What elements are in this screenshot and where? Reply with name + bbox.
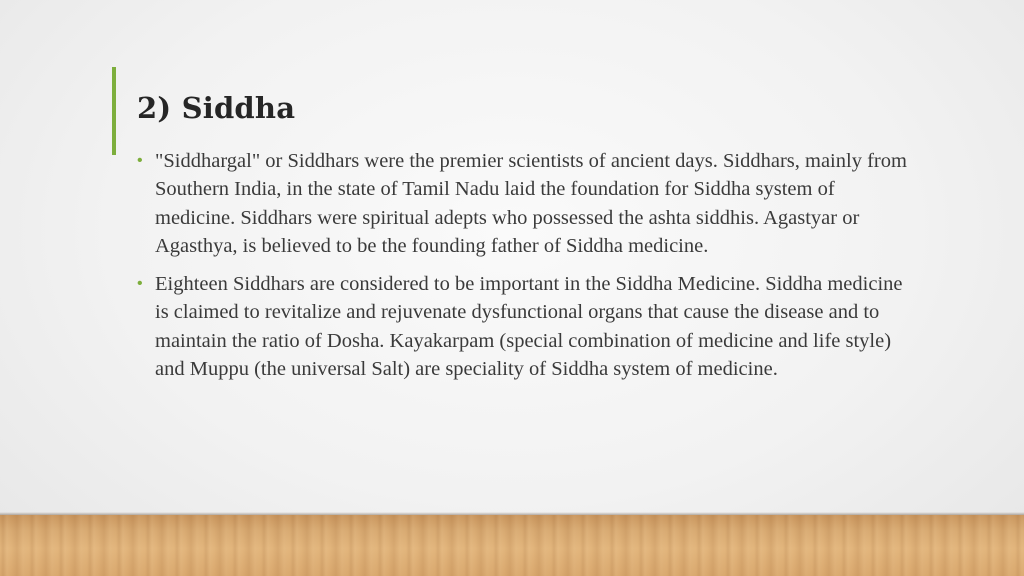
title-accent-bar <box>112 67 116 155</box>
bullet-dot-icon: • <box>137 152 143 169</box>
bullet-list <box>137 147 912 393</box>
bullet-item <box>137 147 912 260</box>
bullet-text: "Siddhargal" or Siddhars were the premier scientists of ancient days. Siddhars, mainly from Southern India, in the state of Tamil Nadu laid the foundation for Siddha system of medicine. Siddhars were spiritual adepts who possessed the ashta siddhis. Agastyar or Agasthya, is believed to be the founding father of Siddha medicine. <box>155 150 907 257</box>
bullet-dot-icon: • <box>137 275 143 293</box>
bullet-text: Eighteen Siddhars are considered to be important in the Siddha Medicine. Siddha medicine is claimed to revitalize and rejuvenate dysfunctional organs that cause the disease and to maintain the ratio of Dosha. Kayakarpam (special combination of medicine and life style) and Muppu (the universal Salt) are speciality of Siddha system of medicine. <box>155 273 903 381</box>
slide-title: 2) Siddha <box>137 91 296 125</box>
bullet-item <box>137 270 912 383</box>
wood-floor-decoration <box>0 515 1024 576</box>
